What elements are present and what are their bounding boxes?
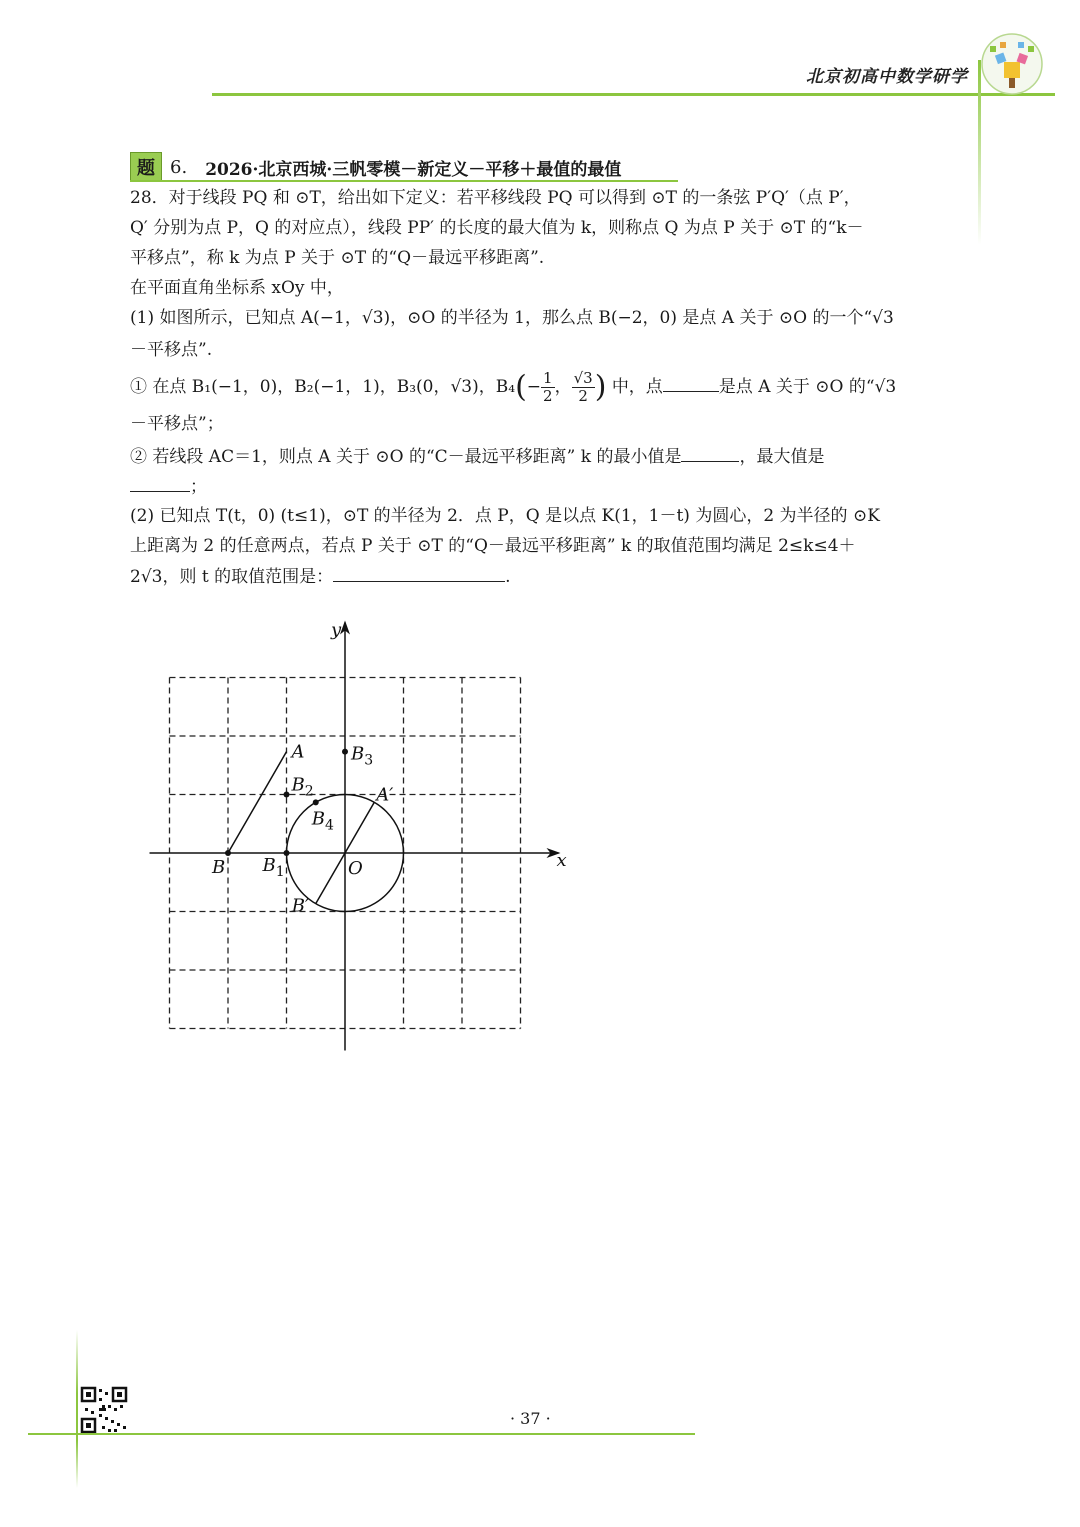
problem-line-7: ① 在点 B₁(−1，0)，B₂(−1，1)，B₃(0，√3)，B₄(− $\frac{1}{2}$ ， $\frac{√3}{2}$ ) 中，点 是点 A 关于 ⊙O 的“√3	[130, 369, 897, 405]
tree-logo-icon	[980, 32, 1044, 96]
y-axis-label: y	[331, 619, 342, 641]
problem-line-13	[130, 565, 511, 588]
question-tag-underline	[130, 180, 678, 182]
problem-line-3: 平移点”，称 k 为点 P 关于 ⊙T 的“Q－最远平移距离”.	[130, 248, 545, 268]
fraction-root3-half	[572, 370, 595, 405]
qr-code-icon	[80, 1386, 128, 1434]
problem-line-13-end: .	[505, 567, 511, 587]
problem-line-9-suffix: ，最大值是	[739, 447, 825, 467]
problem-line-7-end: 是点 A 关于 ⊙O 的“√3	[718, 377, 897, 397]
problem-line-13-prefix: 2√3，则 t 的取值范围是：	[130, 567, 334, 587]
origin-label: O	[348, 858, 363, 879]
problem-line-8: －平移点”；	[130, 414, 224, 434]
segment-AB	[228, 752, 287, 853]
label-a: A	[291, 741, 305, 763]
question-tag: 题	[130, 152, 162, 182]
answer-blank-max[interactable]	[130, 475, 190, 492]
point-b4	[313, 799, 319, 805]
question-title: 2026·北京西城·三帆零模－新定义－平移＋最值的最值	[205, 159, 622, 180]
left-paren: (	[515, 369, 527, 405]
header-title: 北京初高中数学研学	[806, 67, 968, 87]
fraction-numerator: √3	[573, 369, 593, 387]
coordinate-figure	[140, 610, 580, 1070]
fraction-denominator: 2	[543, 387, 553, 405]
page-number: · 37 ·	[510, 1409, 551, 1428]
label-b: B	[212, 857, 226, 878]
problem-line-9	[130, 445, 824, 468]
problem-line-11: (2) 已知点 T(t，0) (t≤1)，⊙T 的半径为 2．点 P，Q 是以点 K(1，1－t) 为圆心，2 为半径的 ⊙K	[130, 506, 880, 526]
fraction-one-half	[541, 370, 555, 405]
figure-shapes	[225, 749, 404, 912]
fraction-denominator: 2	[578, 387, 588, 405]
question-tag-row	[130, 154, 621, 180]
problem-line-10-end: ；	[190, 477, 207, 497]
figure-labels	[211, 620, 567, 917]
point-b1	[284, 850, 290, 856]
problem-line-12: 上距离为 2 的任意两点，若点 P 关于 ⊙T 的“Q－最远平移距离” k 的取值范围均满足 2≤k≤4＋	[130, 536, 856, 556]
problem-line-1: 28．对于线段 PQ 和 ⊙T，给出如下定义：若平移线段 PQ 可以得到 ⊙T 的一条弦 P′Q′（点 P′，	[130, 188, 861, 208]
header-divider	[212, 93, 1055, 96]
point-b3	[342, 749, 348, 755]
fraction-numerator: 1	[543, 369, 553, 387]
problem-line-2: Q′ 分别为点 P，Q 的对应点），线段 PP′ 的长度的最大值为 k，则称点 Q 为点 P 关于 ⊙T 的“k－	[130, 218, 864, 238]
question-number: 6.	[170, 156, 188, 178]
right-paren: )	[594, 369, 607, 405]
problem-line-5: (1) 如图所示，已知点 A(−1，√3)，⊙O 的半径为 1，那么点 B(−2，0) 是点 A 关于 ⊙O 的一个“√3	[130, 308, 894, 328]
footer-divider	[28, 1433, 695, 1435]
problem-line-9-prefix: ② 若线段 AC＝1，则点 A 关于 ⊙O 的“C－最远平移距离” k 的最小值是	[130, 447, 682, 467]
point-b2	[284, 792, 290, 798]
problem-line-7-mid: 中，点	[611, 377, 663, 397]
problem-line-10	[130, 475, 207, 498]
label-b2: $B_2$	[291, 774, 314, 800]
answer-blank-t-range[interactable]	[333, 565, 505, 582]
problem-line-4: 在平面直角坐标系 xOy 中，	[130, 278, 344, 298]
point-b	[225, 850, 231, 856]
label-b-prime: B′	[291, 895, 310, 917]
x-axis-label: x	[556, 850, 567, 871]
problem-line-7-prefix: ① 在点 B₁(−1，0)，B₂(−1，1)，B₃(0，√3)，B₄	[130, 377, 516, 397]
answer-blank-min[interactable]	[681, 445, 739, 462]
answer-blank-1[interactable]	[663, 375, 719, 392]
label-b1: $B_1$	[262, 855, 285, 880]
label-a-prime: A′	[376, 784, 394, 806]
label-b4: $B_4$	[311, 808, 334, 834]
footer-vertical-divider	[76, 1330, 78, 1488]
problem-line-6: －平移点”.	[130, 340, 213, 360]
label-b3: $B_3$	[351, 743, 374, 769]
